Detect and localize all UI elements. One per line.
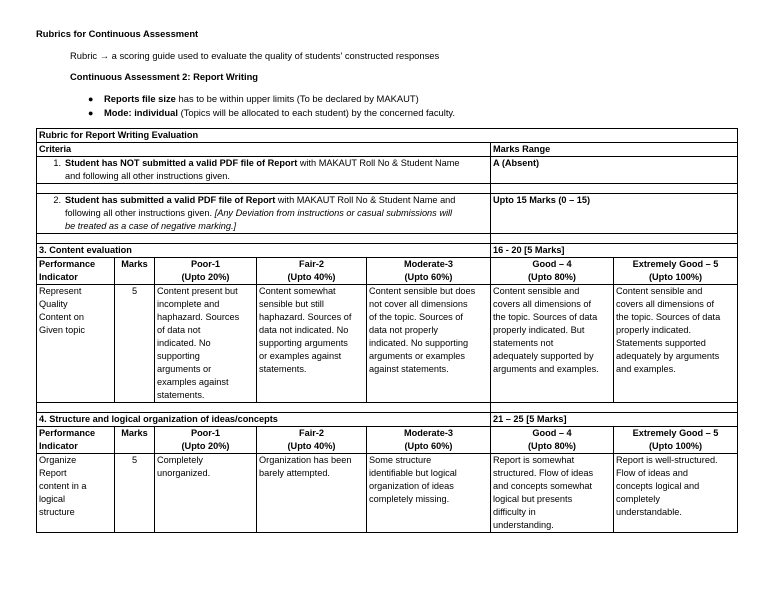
rubric-table: [36, 128, 738, 533]
cell-text-line: Content somewhat: [259, 286, 336, 296]
cell-text-line: logical: [39, 494, 66, 504]
header-poor: Poor-1 (Upto 20%): [155, 427, 257, 454]
cell-text-line: arguments and examples.: [493, 364, 599, 374]
cell-text-line: understandable.: [616, 507, 682, 517]
section-3-range: 16 - 20 [5 Marks]: [491, 244, 738, 258]
requirement-label: Reports file size: [104, 93, 176, 104]
cell-text-line: Represent: [39, 286, 82, 296]
header-extremely-good: Extremely Good – 5 (Upto 100%): [614, 427, 738, 454]
section-3-heading: 3. Content evaluation: [37, 244, 491, 258]
extremely-good-cell: [614, 454, 738, 533]
cell-text-line: indicated. No supporting: [369, 338, 469, 348]
marks-range-header: Marks Range: [491, 143, 738, 157]
cell-text-line: properly indicated. But: [493, 325, 585, 335]
cell-text-line: and examples.: [616, 364, 676, 374]
cell-text-line: the topic. Sources of data: [493, 312, 598, 322]
cell-text-line: examples against: [157, 377, 229, 387]
header-indicator: Performance Indicator: [37, 258, 115, 285]
cell-text-line: completely missing.: [369, 494, 450, 504]
cell-text-line: supporting: [157, 351, 200, 361]
good-cell: [491, 285, 614, 403]
row-number: 2.: [53, 195, 61, 205]
cell-text-line: Content sensible and: [493, 286, 580, 296]
requirement-label: Mode: individual: [104, 107, 178, 118]
requirements-list: [88, 92, 455, 120]
header-fair: Fair-2 (Upto 40%): [257, 258, 367, 285]
indicator-cell: [37, 454, 115, 533]
cell-text-line: incomplete and: [157, 299, 220, 309]
marks-range-1: A (Absent): [491, 157, 738, 184]
cell-text-line: barely attempted.: [259, 468, 330, 478]
moderate-cell: [367, 285, 491, 403]
section-4-row: [37, 454, 738, 533]
cell-text-line: against statements.: [369, 364, 449, 374]
header-marks: Marks: [115, 427, 155, 454]
cell-text-line: understanding.: [493, 520, 554, 530]
cell-text-line: statements not: [493, 338, 554, 348]
cell-text-line: Report is well-structured.: [616, 455, 718, 465]
cell-text-line: Content present but: [157, 286, 238, 296]
criteria-text: with MAKAUT Roll No & Student Name and: [275, 195, 456, 205]
cell-text-line: not cover all dimensions: [369, 299, 468, 309]
cell-text-line: Statements supported: [616, 338, 706, 348]
cell-text-line: Some structure: [369, 455, 432, 465]
criteria-note-cont: be treated as a case of negative marking.]: [65, 221, 237, 231]
cell-text-line: statements.: [157, 390, 205, 400]
cell-text-line: concepts logical and: [616, 481, 700, 491]
cell-text-line: covers all dimensions of: [616, 299, 715, 309]
cell-text-line: Content on: [39, 312, 84, 322]
cell-text-line: the topic. Sources of data: [616, 312, 721, 322]
cell-text-line: haphazard. Sources of: [259, 312, 352, 322]
cell-text-line: Report is somewhat: [493, 455, 575, 465]
header-marks: Marks: [115, 258, 155, 285]
cell-text-line: Given topic: [39, 325, 85, 335]
criteria-text: with MAKAUT Roll No & Student Name: [297, 158, 460, 168]
cell-text-line: Content sensible and: [616, 286, 703, 296]
criteria-text-cont: [39, 207, 488, 220]
cell-text-line: Quality: [39, 299, 68, 309]
cell-text-line: properly indicated.: [616, 325, 692, 335]
cell-text-line: or examples against: [259, 351, 342, 361]
cell-text-line: covers all dimensions of: [493, 299, 592, 309]
cell-text-line: structure: [39, 507, 75, 517]
marks-cell: 5: [115, 285, 155, 403]
poor-cell: [155, 285, 257, 403]
extremely-good-cell: [614, 285, 738, 403]
marks-range-2: Upto 15 Marks (0 – 15): [491, 194, 738, 234]
criteria-row-2: [37, 194, 491, 234]
cell-text-line: of the topic. Sources of: [369, 312, 463, 322]
fair-cell: [257, 454, 367, 533]
cell-text-line: supporting arguments: [259, 338, 348, 348]
requirement-mode: [88, 106, 455, 120]
criteria-header: Criteria: [37, 143, 491, 157]
cell-text-line: Content sensible but does: [369, 286, 476, 296]
requirement-text: (Topics will be allocated to each student) by the concerned faculty.: [177, 107, 456, 118]
header-fair: Fair-2 (Upto 40%): [257, 427, 367, 454]
bullet-icon: ●: [88, 94, 94, 104]
section-3-row: [37, 285, 738, 403]
cell-text-line: content in a: [39, 481, 87, 491]
criteria-text: following all other instructions given.: [65, 208, 215, 218]
cell-text-line: arguments or: [157, 364, 212, 374]
header-good: Good – 4 (Upto 80%): [491, 258, 614, 285]
poor-cell: [155, 454, 257, 533]
cell-text-line: arguments or examples: [369, 351, 466, 361]
cell-text-line: Organization has been: [259, 455, 352, 465]
header-extremely-good: Extremely Good – 5 (Upto 100%): [614, 258, 738, 285]
moderate-cell: [367, 454, 491, 533]
cell-text-line: unorganized.: [157, 468, 211, 478]
criteria-text-cont: and following all other instructions given.: [65, 171, 230, 181]
rubric-definition: Rubric → a scoring guide used to evaluate the quality of students' constructed responses: [70, 50, 440, 61]
good-cell: [491, 454, 614, 533]
cell-text-line: organization of ideas: [369, 481, 454, 491]
cell-text-line: Flow of ideas and: [616, 468, 689, 478]
cell-text-line: sensible but still: [259, 299, 324, 309]
table-title: Rubric for Report Writing Evaluation: [37, 129, 738, 143]
criteria-note: [Any Deviation from instructions or casual submissions will: [214, 208, 453, 218]
cell-text-line: data not indicated. No: [259, 325, 349, 335]
section-4-range: 21 – 25 [5 Marks]: [491, 413, 738, 427]
bullet-icon: ●: [88, 108, 94, 118]
fair-cell: [257, 285, 367, 403]
header-good: Good – 4 (Upto 80%): [491, 427, 614, 454]
cell-text-line: Completely: [157, 455, 203, 465]
cell-text-line: difficulty in: [493, 507, 536, 517]
criteria-bold: Student has submitted a valid PDF file of Report: [65, 195, 276, 205]
document-title: Rubrics for Continuous Assessment: [36, 28, 199, 39]
cell-text-line: Report: [39, 468, 67, 478]
cell-text-line: of data not: [157, 325, 201, 335]
assessment-title: Continuous Assessment 2: Report Writing: [70, 71, 259, 82]
header-poor: Poor-1 (Upto 20%): [155, 258, 257, 285]
cell-text-line: and concepts somewhat: [493, 481, 593, 491]
cell-text-line: adequately by arguments: [616, 351, 720, 361]
cell-text-line: adequately supported by: [493, 351, 594, 361]
cell-text-line: completely: [616, 494, 660, 504]
criteria-bold: Student has NOT submitted a valid PDF file of Report: [65, 158, 298, 168]
cell-text-line: logical but presents: [493, 494, 573, 504]
requirement-text: has to be within upper limits (To be declared by MAKAUT): [175, 93, 419, 104]
indicator-cell: [37, 285, 115, 403]
header-moderate: Moderate-3 (Upto 60%): [367, 258, 491, 285]
cell-text-line: haphazard. Sources: [157, 312, 240, 322]
cell-text-line: data not properly: [369, 325, 438, 335]
header-moderate: Moderate-3 (Upto 60%): [367, 427, 491, 454]
section-4-heading: 4. Structure and logical organization of ideas/concepts: [37, 413, 491, 427]
cell-text-line: statements.: [259, 364, 307, 374]
criteria-row-1: [37, 157, 491, 184]
marks-cell: 5: [115, 454, 155, 533]
cell-text-line: Organize: [39, 455, 77, 465]
row-number: 1.: [53, 158, 61, 168]
cell-text-line: indicated. No: [157, 338, 211, 348]
requirement-file-size: [88, 92, 455, 106]
cell-text-line: structured. Flow of ideas: [493, 468, 594, 478]
cell-text-line: identifiable but logical: [369, 468, 457, 478]
header-indicator: Performance Indicator: [37, 427, 115, 454]
